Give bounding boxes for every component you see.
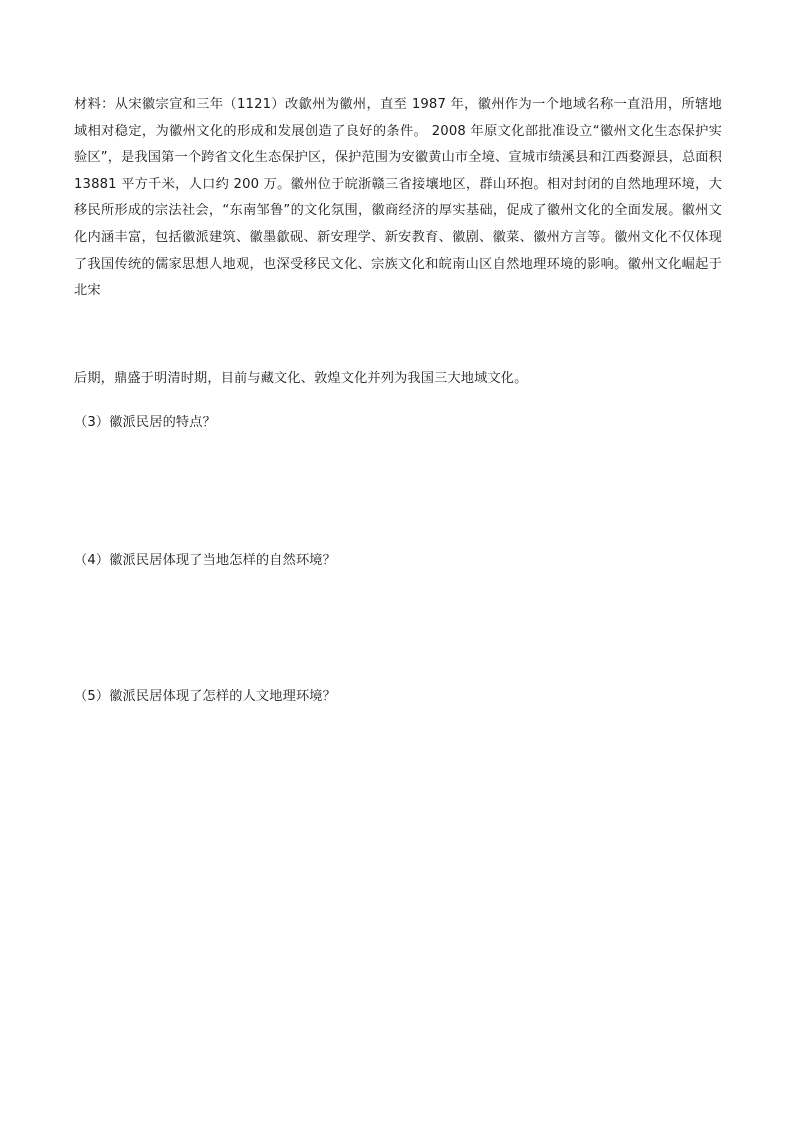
material-paragraph: 材料：从宋徽宗宣和三年（1121）改歙州为徽州，直至 1987 年，徽州作为一个地域名称一直沿用，所辖地域相对稳定，为徽州文化的形成和发展创造了良好的条件。 2008 年原文化部批准设立“徽州文化生态保护实验区”，是我国第一个跨省文化生态保护区，保护范围为安徽黄山市全境、宣城市绩溪县和江西婺源县，总面积 13881 平方千米，人口约 200 万。徽州位于皖浙赣三省接壤地区，群山环抱。相对封闭的自然地理环境，大移民所形成的宗法社会，“东南邹鲁”的文化氛围，徽商经济的厚实基础，促成了徽州文化的全面发展。徽州文化内涵丰富，包括徽派建筑、徽墨歙砚、新安理学、新安教育、徽剧、徽菜、徽州方言等。徽州文化不仅体现了我国传统的儒家思想人地观，也深受移民文化、宗族文化和皖南山区自然地理环境的影响。徽州文化崛起于北宋 — [74, 97, 722, 299]
question-4: （4）徽派民居体现了当地怎样的自然环境？ — [74, 553, 336, 568]
material-continuation: 后期，鼎盛于明清时期，目前与藏文化、敦煌文化并列为我国三大地域文化。 — [74, 371, 528, 386]
question-3: （3）徽派民居的特点？ — [74, 415, 216, 430]
question-5: （5）徽派民居体现了怎样的人文地理环境？ — [74, 689, 336, 704]
